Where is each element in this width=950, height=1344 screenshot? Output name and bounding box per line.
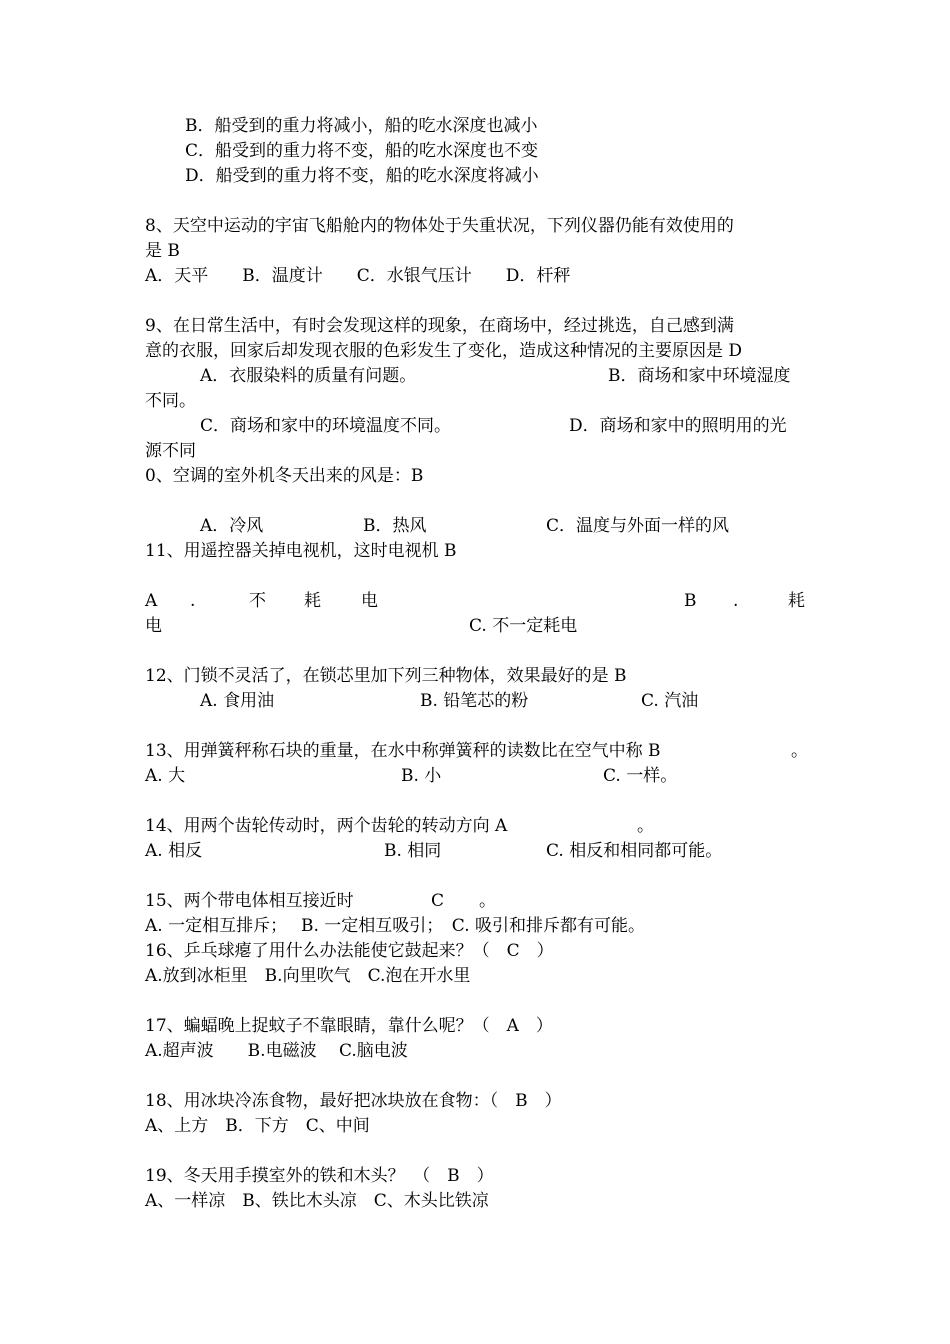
q9-option-a: A．衣服染料的质量有问题。 [200, 366, 417, 386]
q10-option-c: C．温度与外面一样的风 [546, 516, 730, 536]
q9-option-d-part2: 源不同 [145, 441, 196, 461]
q14-option-a: A. 相反 [145, 841, 203, 861]
q11-option-c: C. 不一定耗电 [469, 616, 578, 636]
q15-options: A. 一定相互排斥； B. 一定相互吸引； C. 吸引和排斥都有可能。 [145, 916, 645, 936]
q13-option-c: C. 一样。 [603, 766, 678, 786]
q12-stem: 12、门锁不灵活了，在锁芯里加下列三种物体，效果最好的是 B [145, 666, 627, 686]
q12-option-a: A. 食用油 [200, 691, 275, 711]
q14-option-b: B. 相同 [384, 841, 442, 861]
q12-option-c: C. 汽油 [641, 691, 699, 711]
q10-stem: 0、空调的室外机冬天出来的风是：B [145, 466, 424, 486]
q7-option-d: D．船受到的重力将不变，船的吃水深度将减小 [185, 166, 539, 186]
q17-stem: 17、蝙蝠晚上捉蚊子不靠眼睛，靠什么呢？（ A ） [145, 1016, 553, 1036]
q14-stem: 14、用两个齿轮传动时，两个齿轮的转动方向 A [145, 816, 508, 836]
q13-option-a: A. 大 [145, 766, 186, 786]
q18-options: A、上方 B．下方 C、中间 [145, 1116, 370, 1136]
q7-option-b: B．船受到的重力将减小，船的吃水深度也减小 [185, 116, 538, 136]
q11-option-a-dot: . [190, 591, 196, 611]
q10-option-b: B．热风 [363, 516, 427, 536]
q11-stem: 11、用遥控器关掉电视机，这时电视机 B [145, 541, 457, 561]
q16-stem: 16、乒乓球瘪了用什么办法能使它鼓起来？（ C ） [145, 941, 554, 961]
q11-option-b-char1: 耗 [788, 591, 805, 611]
q13-stem: 13、用弹簧秤称石块的重量，在水中称弹簧秤的读数比在空气中称 B [145, 741, 661, 761]
q10-option-a: A．冷风 [200, 516, 264, 536]
q13-stem-end: 。 [791, 741, 808, 761]
q11-option-a-letter: A [145, 591, 158, 611]
q11-option-a-char3: 电 [361, 591, 378, 611]
q17-options: A.超声波 B.电磁波 C.脑电波 [145, 1041, 408, 1061]
q15-stem-end: 。 [479, 891, 496, 911]
q11-option-b-dot: . [733, 591, 739, 611]
q18-stem: 18、用冰块冷冻食物，最好把冰块放在食物：（ B ） [145, 1091, 562, 1111]
q15-answer: C [431, 891, 445, 911]
q12-option-b: B. 铅笔芯的粉 [420, 691, 529, 711]
q8-stem-line1: 8、天空中运动的宇宙飞船舱内的物体处于失重状况，下列仪器仍能有效使用的 [145, 216, 734, 236]
q11-option-a-char2: 耗 [304, 591, 321, 611]
q9-option-d-part1: D．商场和家中的照明用的光 [569, 416, 787, 436]
q9-stem-line1: 9、在日常生活中，有时会发现这样的现象，在商场中，经过挑选，自己感到满 [145, 316, 734, 336]
q14-stem-end: 。 [637, 816, 654, 836]
q19-stem: 19、冬天用手摸室外的铁和木头？ （ B ） [145, 1166, 494, 1186]
q9-option-c: C．商场和家中的环境温度不同。 [200, 416, 452, 436]
q16-options: A.放到冰柜里 B.向里吹气 C.泡在开水里 [145, 966, 471, 986]
q8-stem-line2: 是 B [145, 241, 180, 261]
q11-option-a-char1: 不 [249, 591, 266, 611]
q9-stem-line2: 意的衣服，回家后却发现衣服的色彩发生了变化，造成这种情况的主要原因是 D [145, 341, 743, 361]
q9-option-b-part2: 不同。 [145, 391, 196, 411]
q7-option-c: C．船受到的重力将不变，船的吃水深度也不变 [185, 141, 539, 161]
q11-option-b-char2: 电 [145, 616, 162, 636]
q13-option-b: B. 小 [401, 766, 442, 786]
q19-options: A、一样凉 B、铁比木头凉 C、木头比铁凉 [145, 1191, 489, 1211]
q14-option-c: C. 相反和相同都可能。 [546, 841, 723, 861]
q8-options: A．天平 B．温度计 C．水银气压计 D．杆秤 [145, 266, 571, 286]
q15-stem: 15、两个带电体相互接近时 [145, 891, 354, 911]
q11-option-b-letter: B [684, 591, 697, 611]
q9-option-b-part1: B．商场和家中环境湿度 [608, 366, 791, 386]
